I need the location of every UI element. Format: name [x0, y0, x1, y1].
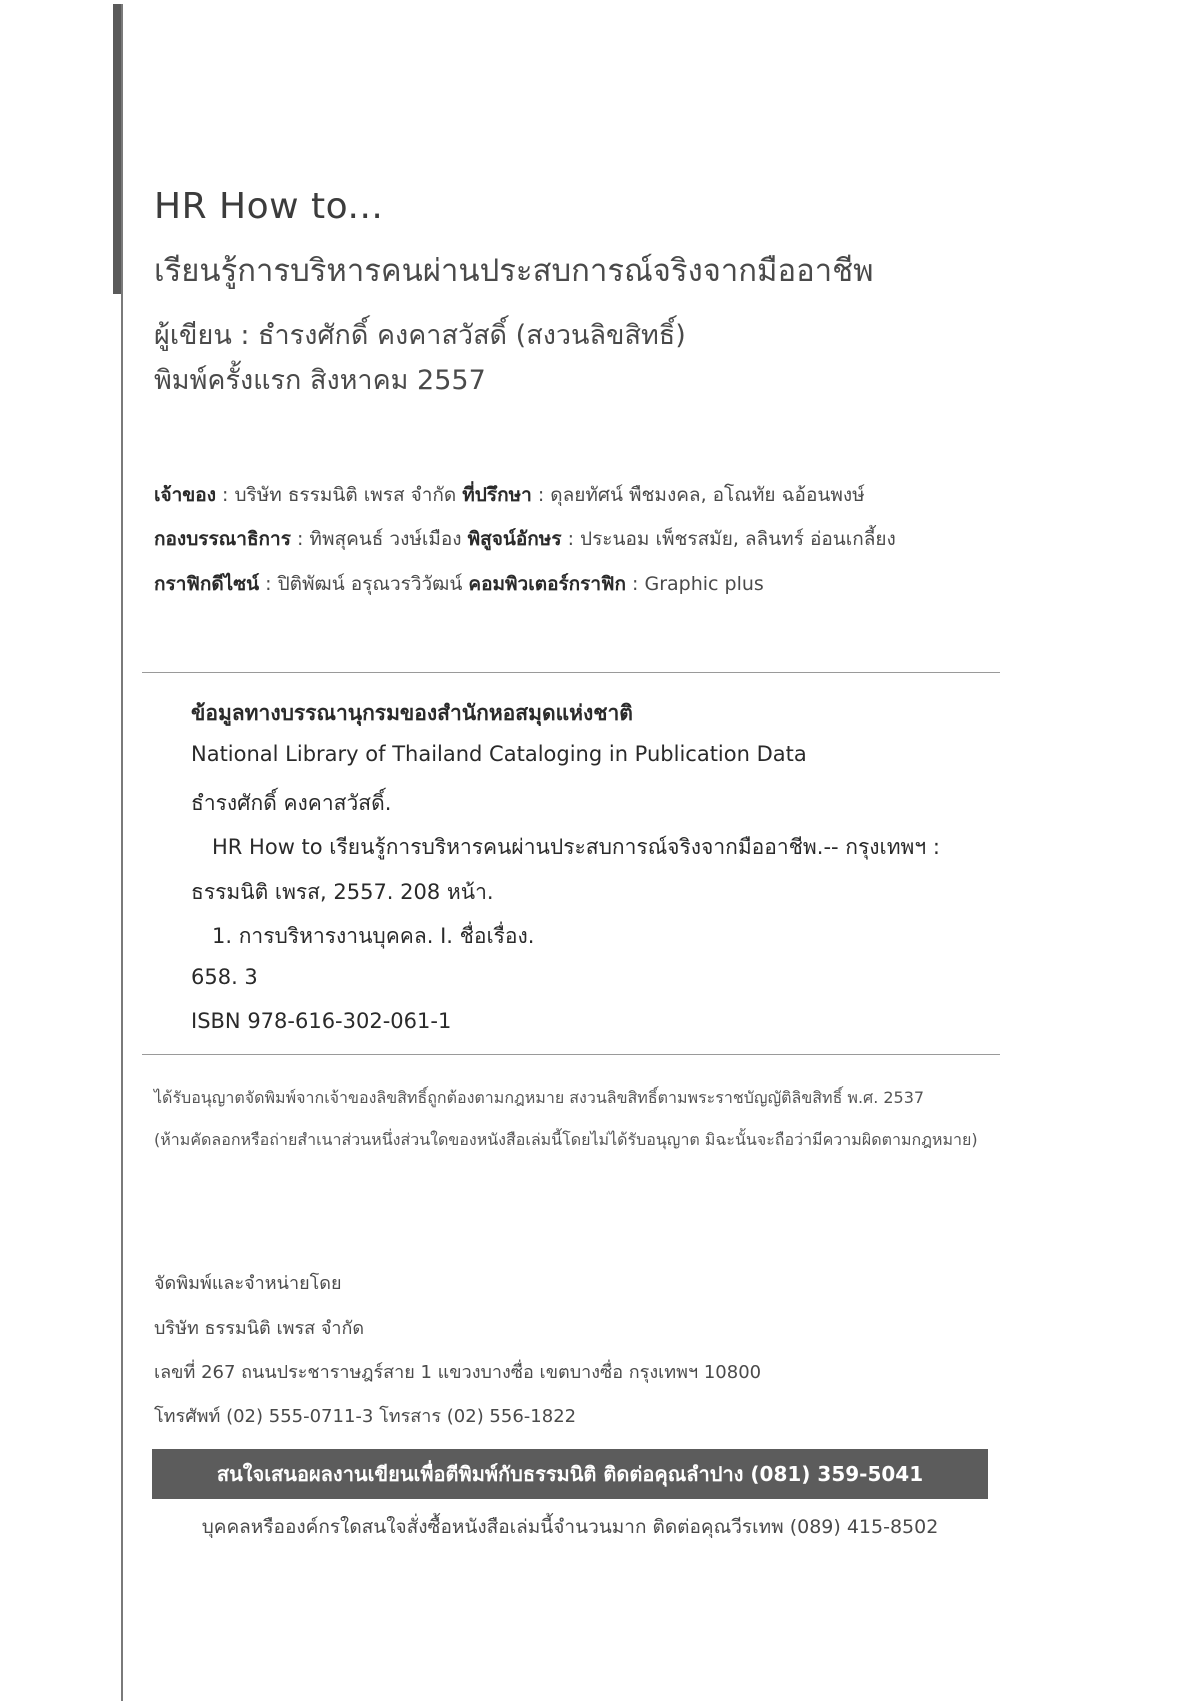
credit-value: ปิติพัฒน์ อรุณวรวิวัฒน์	[277, 573, 463, 595]
credit-label: กองบรรณาธิการ	[154, 528, 291, 550]
spine-line	[121, 4, 123, 1701]
book-subtitle: เรียนรู้การบริหารคนผ่านประสบการณ์จริงจากมืออาชีพ	[154, 253, 874, 289]
publisher-name: บริษัท ธรรมนิติ เพรส จำกัด	[154, 1318, 365, 1339]
credit-value: ดุลยทัศน์ พืชมงคล, อโณทัย ฉอ้อนพงษ์	[550, 484, 865, 506]
cip-heading-english: National Library of Thailand Cataloging in Publication Data	[191, 742, 807, 766]
copyright-warning: (ห้ามคัดลอกหรือถ่ายสำเนาส่วนหนึ่งส่วนใดของหนังสือเล่มนี้โดยไม่ได้รับอนุญาต มิฉะนั้นจะถือว่ามีความผิดตามกฎหมาย)	[154, 1130, 978, 1149]
book-title: HR How to...	[154, 186, 384, 227]
cip-bottom-divider	[142, 1054, 1000, 1055]
credit-label: พิสูจน์อักษร	[467, 528, 562, 550]
author-line: ผู้เขียน : ธำรงศักดิ์ คงคาสวัสดิ์ (สงวนลิขสิทธิ์)	[154, 320, 686, 351]
credits-row-graphics: กราฟิกดีไซน์ : ปิติพัฒน์ อรุณวรวิวัฒน์ คอมพิวเตอร์กราฟิก : Graphic plus	[154, 573, 764, 595]
cip-author-entry: ธำรงศักดิ์ คงคาสวัสดิ์.	[191, 791, 392, 815]
credit-value: ประนอม เพ็ชรสมัย, ลลินทร์ อ่อนเกลี้ยง	[580, 528, 896, 550]
cip-isbn: ISBN 978-616-302-061-1	[191, 1009, 452, 1033]
credit-label: ที่ปรึกษา	[462, 484, 532, 506]
credit-value: ทิพสุคนธ์ วงษ์เมือง	[309, 528, 462, 550]
publisher-contact: โทรศัพท์ (02) 555-0711-3 โทรสาร (02) 556-1822	[154, 1406, 577, 1427]
bulk-order-note: บุคคลหรือองค์กรใดสนใจสั่งซื้อหนังสือเล่มนี้จำนวนมาก ติดต่อคุณวีรเทพ (089) 415-8502	[201, 1516, 939, 1538]
credit-value: บริษัท ธรรมนิติ เพรส จำกัด	[234, 484, 457, 506]
copyright-notice: ได้รับอนุญาตจัดพิมพ์จากเจ้าของลิขสิทธิ์ถูกต้องตามกฎหมาย สงวนลิขสิทธิ์ตามพระราชบัญญัติลิขสิทธิ์ พ.ศ. 2537	[154, 1088, 925, 1107]
cip-title-entry: HR How to เรียนรู้การบริหารคนผ่านประสบการณ์จริงจากมืออาชีพ.-- กรุงเทพฯ :	[212, 835, 940, 859]
cip-top-divider	[142, 672, 1000, 673]
credit-label: เจ้าของ	[154, 484, 216, 506]
credits-row-editorial: กองบรรณาธิการ : ทิพสุคนธ์ วงษ์เมือง พิสูจน์อักษร : ประนอม เพ็ชรสมัย, ลลินทร์ อ่อนเกลี้ยง	[154, 528, 896, 550]
publisher-address: เลขที่ 267 ถนนประชาราษฎร์สาย 1 แขวงบางซื่อ เขตบางซื่อ กรุงเทพฯ 10800	[154, 1362, 762, 1383]
cip-publisher-entry: ธรรมนิติ เพรส, 2557. 208 หน้า.	[191, 880, 494, 904]
credit-label: กราฟิกดีไซน์	[154, 573, 260, 595]
credit-value: Graphic plus	[644, 573, 764, 595]
credits-row-owner: เจ้าของ : บริษัท ธรรมนิติ เพรส จำกัด ที่ปรึกษา : ดุลยทัศน์ พืชมงคล, อโณทัย ฉอ้อนพงษ์	[154, 484, 865, 506]
submission-banner: สนใจเสนอผลงานเขียนเพื่อตีพิมพ์กับธรรมนิติ ติดต่อคุณลำปาง (081) 359-5041	[152, 1449, 988, 1499]
edition-line: พิมพ์ครั้งแรก สิงหาคม 2557	[154, 365, 486, 396]
publisher-intro: จัดพิมพ์และจำหน่ายโดย	[154, 1273, 342, 1294]
credit-label: คอมพิวเตอร์กราฟิก	[468, 573, 627, 595]
cip-subject-entry: 1. การบริหารงานบุคคล. I. ชื่อเรื่อง.	[212, 924, 535, 948]
cip-heading-thai: ข้อมูลทางบรรณานุกรมของสำนักหอสมุดแห่งชาติ	[191, 701, 633, 725]
cip-classification: 658. 3	[191, 965, 258, 989]
